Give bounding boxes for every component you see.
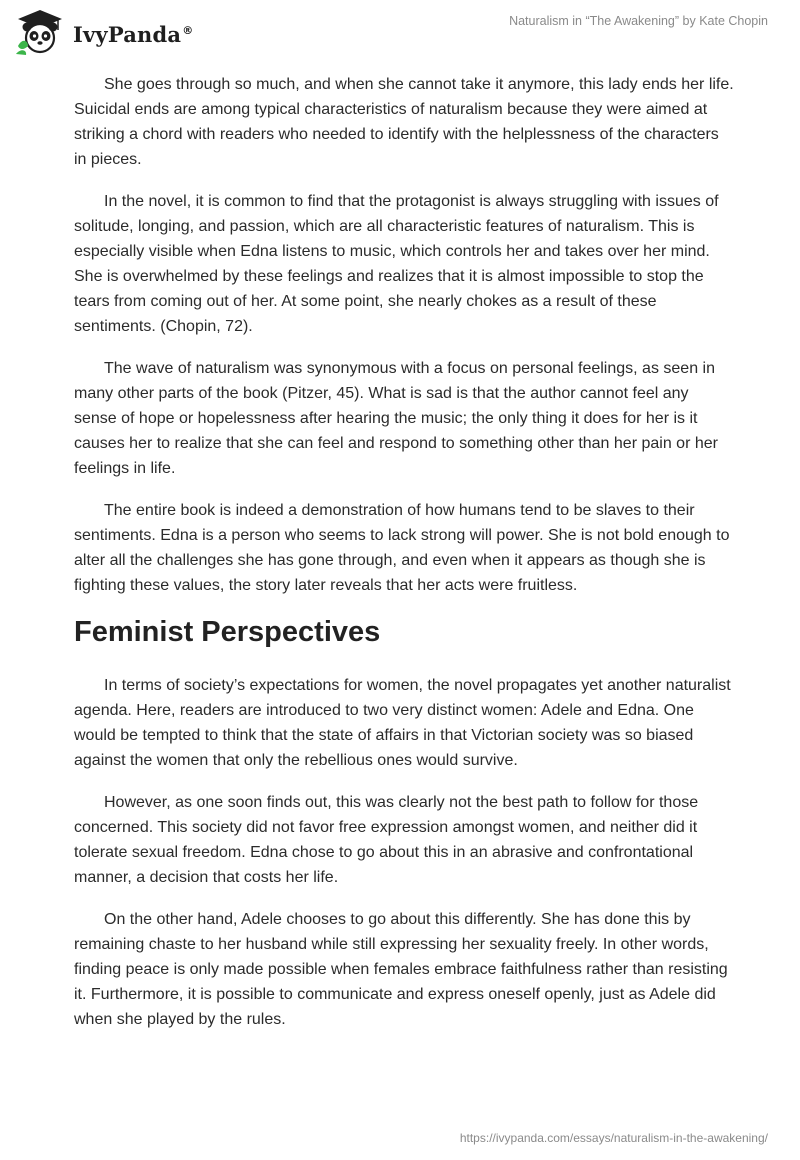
logo-wordmark: IvyPanda® xyxy=(73,21,194,47)
document-title: Naturalism in “The Awakening” by Kate Chopin xyxy=(509,14,768,28)
page-header xyxy=(0,0,800,70)
paragraph: The wave of naturalism was synonymous with a focus on personal feelings, as seen in many other parts of the book (Pitzer, 45). What is sad is that the author cannot feel any sense of hope or hopelessness after hearing the music; the only thing it does for her is it causes her to realize that she can feel and respond to something other than her pain or her feelings in life. xyxy=(74,360,718,477)
paragraph: She goes through so much, and when she cannot take it anymore, this lady ends her life. Suicidal ends are among typical characteristics of naturalism because they were aimed at striking a chord with readers who needed to identify with the helplessness of the characters in pieces. xyxy=(74,76,734,168)
paragraph: On the other hand, Adele chooses to go about this differently. She has done this by remaining chaste to her husband while still expressing her sexuality freely. In other words, finding peace is only made possible when females embrace faithfulness rather than resisting it. Furthermore, it is possible to communicate and express oneself openly, just as Adele did when she played by the rules. xyxy=(74,911,728,1028)
source-url[interactable]: https://ivypanda.com/essays/naturalism-in-the-awakening/ xyxy=(459,1131,768,1145)
paragraph: In terms of society’s expectations for women, the novel propagates yet another naturalist agenda. Here, readers are introduced to two very distinct women: Adele and Edna. One would be tempted to think that the state of affairs in that Victorian society was so biased against the women that only the rebellious ones would survive. xyxy=(74,677,731,769)
paragraph: In the novel, it is common to find that the protagonist is always struggling with issues of solitude, longing, and passion, which are all characteristic features of naturalism. This is especially visible when Edna listens to music, which controls her and takes over her mind. She is overwhelmed by these feelings and realizes that it is almost impossible to stop the tears from coming out of her. At some point, she nearly chokes as a result of these sentiments. (Chopin, 72). xyxy=(74,193,719,335)
section-heading-feminist-perspectives: Feminist Perspectives xyxy=(74,616,381,648)
ivypanda-logo[interactable] xyxy=(14,8,193,56)
panda-graduate-icon xyxy=(14,8,66,56)
essay-body xyxy=(74,72,734,1049)
paragraph: The entire book is indeed a demonstration of how humans tend to be slaves to their sentiments. Edna is a person who seems to lack strong will power. She is not bold enough to alter all the challenges she has gone through, and even when it appears as though she is fighting these values, the story later reveals that her acts were fruitless. xyxy=(74,502,730,594)
paragraph: However, as one soon finds out, this was clearly not the best path to follow for those concerned. This society did not favor free expression amongst women, and neither did it tolerate sexual freedom. Edna chose to go about this in an abrasive and confrontational manner, a decision that costs her life. xyxy=(74,794,699,886)
registered-mark: ® xyxy=(182,23,194,37)
